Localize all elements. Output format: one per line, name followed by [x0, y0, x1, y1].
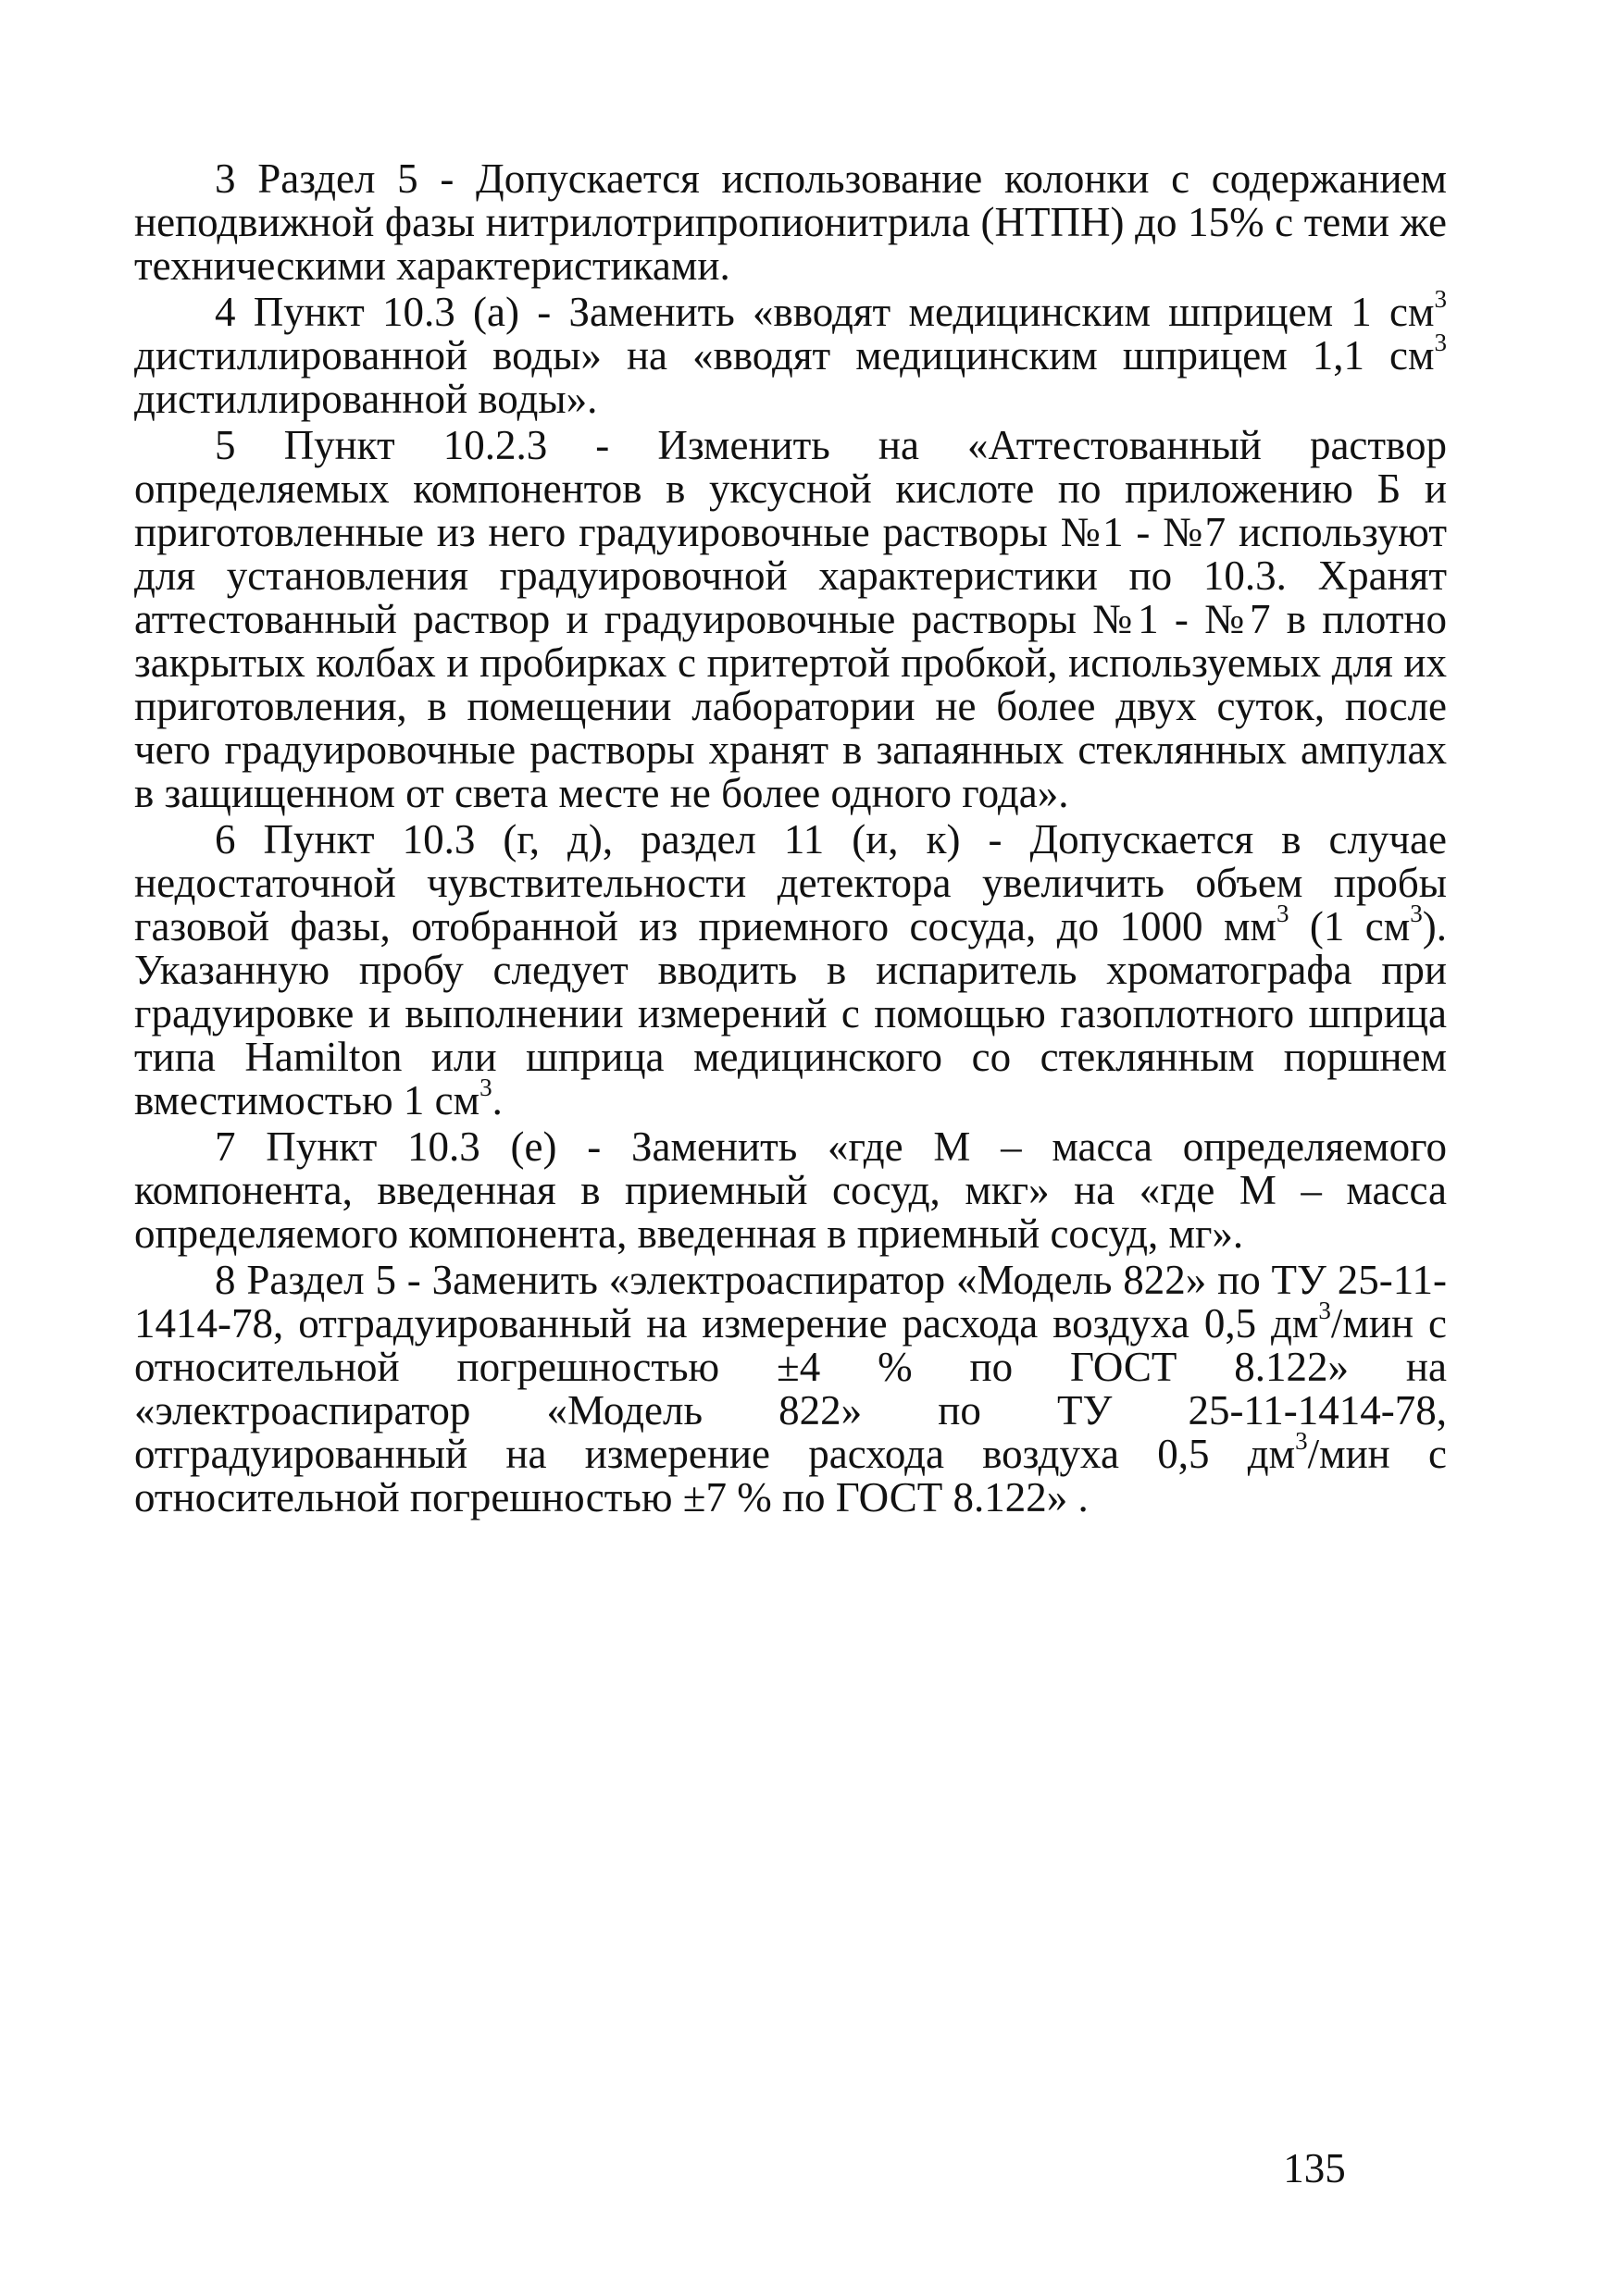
paragraph-number: 8: [215, 1257, 236, 1303]
paragraph-number: 6: [215, 816, 236, 863]
superscript: 3: [1276, 900, 1289, 927]
page-number: 135: [1283, 2145, 1346, 2191]
body-text: [134, 157, 1447, 1520]
paragraph-number: 7: [215, 1123, 236, 1170]
paragraph-number: 3: [215, 155, 236, 202]
paragraph-number: 4: [215, 289, 236, 335]
paragraph-7: 7 Пункт 10.3 (е) - Заменить «где М – масса определяемого компонента, введенная в приемный сосуд, мкг» на «где М – масса определяемого компонента, введенная в приемный сосуд, мг».: [134, 1123, 1447, 1257]
paragraph-5: 5 Пункт 10.2.3 - Изменить на «Аттестованный раствор определяемых компонентов в уксусной кислоте по приложению Б и приготовленные из него градуировочные растворы №1 - №7 используют для установления градуировочной характеристики по 10.3. Хранят аттестованный раствор и градуировочные растворы №1 - №7 в плотно закрытых колбах и пробирках с притертой пробкой, используемых для их приготовления, в помещении лаборатории не более двух суток, после чего градуировочные растворы хранят в запаянных стеклянных ампулах в защищенном от света месте не более одного года».: [134, 422, 1447, 816]
paragraph-8: 8 Раздел 5 - Заменить «электроаспиратор «Модель 822» по ТУ 25-11-1414-78, отградуированный на измерение расхода воздуха 0,5 $дм^3$/мин с относительной погрешностью ±4 % по ГОСТ 8.122» на «электроаспиратор «Модель 822» по ТУ 25-11-1414-78, отградуированный на измерение расхода воздуха 0,5 $дм^3$/мин с относительной погрешностью ±7 % по ГОСТ 8.122» .: [134, 1257, 1448, 1520]
paragraph-3: 3 Раздел 5 - Допускается использование колонки с содержанием неподвижной фазы нитрилотрипропионитрила (НТПН) до 15% с теми же техническими характеристиками.: [134, 155, 1447, 289]
superscript: 3: [1318, 1297, 1331, 1324]
paragraph-6: 6 Пункт 10.3 (г, д), раздел 11 (и, к) - Допускается в случае недостаточной чувствительности детектора увеличить объем пробы газовой фазы, отобранной из приемного сосуда, до 1000 $мм^3$ (1 $см^3$). Указанную пробу следует вводить в испаритель хроматографа при градуировке и выполнении измерений с помощью газоплотного шприца типа Hamilton или шприца медицинского со стеклянным поршнем вместимостью 1 $см^3$.: [134, 816, 1448, 1123]
superscript: 3: [1434, 329, 1447, 356]
superscript: 3: [1410, 900, 1423, 927]
superscript: 3: [479, 1074, 492, 1101]
paragraph-4: 4 Пункт 10.3 (а) - Заменить «вводят медицинским шприцем 1 $см^3$ дистиллированной воды» на «вводят медицинским шприцем 1,1 $см^3$ дистиллированной воды».: [134, 285, 1448, 422]
paragraph-number: 5: [215, 422, 236, 468]
superscript: 3: [1295, 1427, 1308, 1455]
superscript: 3: [1434, 285, 1448, 313]
